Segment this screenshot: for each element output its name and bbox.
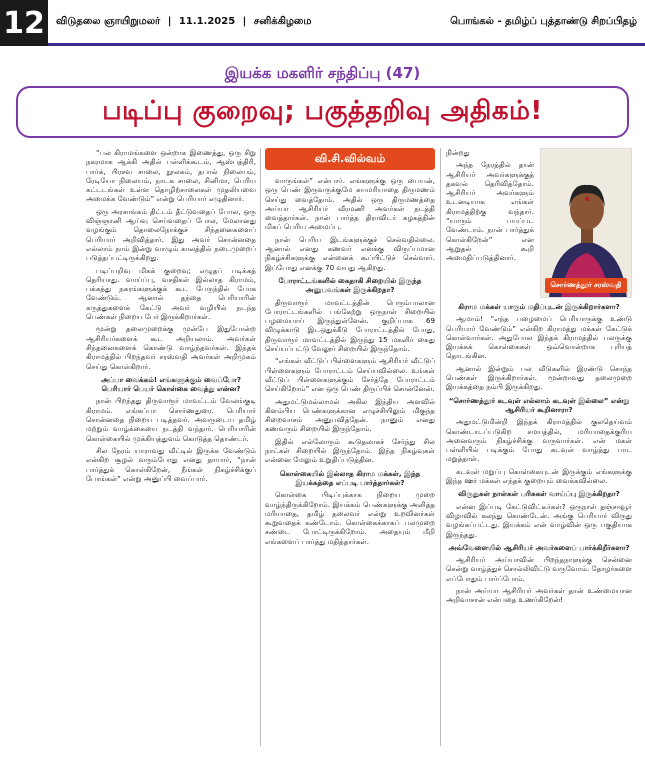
paragraph: ஆமாம்! “எந்த பழைமைப் பெரியாருக்கு உண்டு பெரியார் வேண்டும்” என்கிற கிராமத்து மக்கள் கேட்டுக் கொள்வார்கள். அதுபோல இந்தக் கிராமத்தில் பலருக்கு இயக்கக் கொள்கைகள் ஒவ்வொன்றாக புரியத் தொடங்கின. <box>446 314 632 361</box>
section-title: பொங்கல் - தமிழ்ப் புத்தாண்டு சிறப்பிதழ் <box>450 15 637 27</box>
paragraph: ஒரு அரசாங்கம் திட்டம் தீட்டுவதைப் போல, ஒரு விஞ்ஞானி ஆய்வு செய்வதைப் போல, மேலானது வழங்கும் தொலைநோக்குச் சிந்தனைகளைப் பெரியார் அறிவித்தார். இது அவர் சொன்னதை எல்லாம் நாம் இன்று வாழும் காலத்தில் நடைமுறைப் படுத்தப்பட்டிருக்கிறது. <box>86 206 256 263</box>
header-bar <box>48 0 645 46</box>
page-header <box>0 0 645 46</box>
paragraph: வாருங்கள்” என்பார். எங்களுக்கு ஒரு பையன், ஒரு பெண் இருவருக்குமே சுயமரியாதை திருமணம் செய்து வைத்தோம். அதில் ஒரு திருமணத்தை அய்யா ஆசிரியர் வீரமணி அவர்கள் நடத்தி வைத்தார்கள். நான் பார்த்த திராவிடர் கழகத்தின் மிகப் பெரிய அமைப்பு. <box>265 176 435 232</box>
article-column-3 <box>446 148 632 748</box>
paragraph: நான் பெரிய இடங்களுக்குச் செல்வதில்லை. ஆனால் எனது கணவர் எனக்கு விருப்பமான நிகழ்ச்சிகளுக்கு என்னைக் கூப்பிட்டுச் செல்வார். இப்போது எனக்கு 70 வயது ஆகிறது. <box>265 234 435 272</box>
article-column-2 <box>265 148 435 748</box>
paragraph: “எங்கள் வீட்டுப் பிள்ளைகளும் ஆசிரியர் வீட்டுப் பிள்ளைகளும் போராட்டம் செய்யவில்லை. உங்கள் வீட்டுப் பிள்ளைகளுக்கும் சேர்த்தே போராட்டம் செய்கிறோம்” என ஒரு பெண் திருப்பிச் சொன்னேன். <box>265 356 435 394</box>
paragraph: மூன்று தலைமுறைக்கு முன்பே இதுபோன்ற ஆசிரியர்களைக் கூட அறியலாம். அவர்கள் சிந்தனைகளைக் கொண்டு வாழ்ந்தவர்கள். இந்தக் கிராமத்தில் பிறந்தவர் சரஸ்வதி அவர்கள் அறிமுகம் செய்து கொள்கிறார். <box>86 324 256 371</box>
paragraph: இதில் எல்லோரும் கூடுதலாகச் சேர்ந்து சில நாட்கள் சிறையில் இருந்தோம். இந்த நிகழ்வுகள் என்னை மேலும் உறுதிப்படுத்தின. <box>265 436 435 465</box>
publication-name: விடுதலை ஞாயிறுமலர் <box>56 15 161 27</box>
paragraph: திருவாரூர் மாவட்டத்தின் பெரும்பாலான போராட்டங்களில் பங்கேற்று ஒருநாள் சிறையில் பழமையாய் இருந்துள்ளேன். குறிப்பாக 69 விழுக்காடு இடஒதுக்கீடு போராட்டத்தில் போது, திருவாரூர் மாவட்டத்தில் இருந்து 15 மகளிர் கைது செய்யப்பட்டு வேலூர் சிறையில் இருந்தோம். <box>265 297 435 354</box>
photo-caption: சொர்ணத்தூர் சரஸ்வதி <box>545 278 627 293</box>
column-3-top <box>446 148 632 298</box>
question-heading: “சொர்ணத்தூர் கடவுள் எல்லாம் கடவுள் இல்லை” என்று ஆசிரியர் கூறினாரா? <box>448 395 630 414</box>
paragraph: “பல கிராமங்களை ஒன்றாக இணைத்து, ஒரு சிறு நகரமாக ஆக்கி அதில் பள்ளிக்கூடம், ஆஸ்பத்திரி, பார்க், பிரசவ சாலை, நூலகம், தபால் நிலையம், ரேடியோ நிலையம், நாடக சாலை, சினிமா, பெரிய கட்டடங்கள் உள்ள தொழிற்சாலைகள் முதலியவை அமைக்க வேண்டும்” என்று பெரியார் எழுதினார். <box>86 148 256 204</box>
paragraph: நான் பிறந்தது திருவாரூர் மாவட்டம் வேலங்குடி கிராமம். எங்கப்பா சொர்ணதுரை. பெரியார் சொன்னதை நிறைய படித்தவர். அவருடைய தமிழ் மற்றும் வாழ்க்கையை நடத்தி வந்தார். பெரியாரின் கொள்கையில் முக்கியத்துவம் கொடுத்த தொண்டர். <box>86 396 256 443</box>
paragraph: சில நேரம் யாராவது வீட்டில் இருக்க வேண்டும் என்கிற சூழல் வரும்போது எனது தாயார், “நான் பார்த்துக் கொள்கிறேன், நீங்கள் நிகழ்ச்சிக்குப் போங்கள்” என்று அனுப்பி வைப்பார். <box>86 445 256 483</box>
question-heading: கொள்கையில் இல்லாத கிராம மக்கள், இந்த இயக்கத்தை எப்படி பார்த்தார்கள்? <box>279 468 421 487</box>
paragraph: கடவுள் மறுப்பு கொள்கையுடன் இருக்கும் எங்களுக்கு இந்த ஊர் மக்கள் எந்தக் குறையும் வைக்கவில்லை. <box>446 466 632 486</box>
portrait-illustration <box>541 149 632 298</box>
series-kicker: இயக்க மகளிர் சந்திப்பு (47) <box>224 64 421 82</box>
article-headline: படிப்பு குறைவு; பகுத்தறிவு அதிகம்! <box>16 86 629 138</box>
paragraph: என்ன இப்படி கேட்டுவிட்டீர்கள்? ஒருநாள் தஞ்சாவூர் விழாவில் கலந்து கொண்டேன். அங்கு பெரியார் விருது வழங்கப்பட்டது. இயக்கம் என் வாழ்வின் ஒரு பகுதியாக இருந்தது. <box>446 501 632 539</box>
paragraph: அதுமட்டுமல்லாமல் அகில இந்திய அளவில் கிளம்பிய பெண்களுக்கான எழுச்சியிலும் மிகுந்த சிறைவாசம் அனுபவித்தேன். நானும் எனது கணவரும் சிறையில் இருந்தோம். <box>265 396 435 434</box>
paragraph: அந்த நேரத்தில் தான் ஆசிரியர் அவர்களுக்குத் தகவல் தெரிவித்தோம். ஆசிரியர் அவர்களும் உடனடியாக எங்கள் கிராமத்திற்கு வந்தார். “யாரும் பயப்பட வேண்டாம். நான் பார்த்துக் கொள்கிறேன்” என ஆறுதல் கூறி அமைதிப்படுத்தினார். <box>446 160 534 263</box>
page-number: 12 <box>0 0 48 46</box>
column-divider <box>440 148 441 746</box>
paragraph: ஆசிரியர் அய்யாவின் பிறந்தநாளுக்கு சென்னை சென்று வாழ்த்துச் சொல்லிவிட்டு வருவோம். தோழர்களை எப்போதும் பார்ப்போம். <box>446 555 632 583</box>
issue-date: 11.1.2025 <box>178 15 236 27</box>
question-heading: போராட்டங்களில் கைதாகி சிறையில் இருந்த அனுபவங்கள் இருக்கிறதா? <box>278 275 422 295</box>
article-column-1 <box>86 148 256 748</box>
question-heading: கிராம மக்கள் யாரும் மதிப்புடன் இருக்கிறார்களா? <box>458 302 620 311</box>
question-heading: அப்பா வைக்கம்! எங்களுக்கும் வைப்போ? பெரியார் பெயர் கொள்கை வைத்து என்ன? <box>101 374 241 394</box>
paragraph: அதுமட்டுமின்றி இந்தக் கிராமத்தில் குலதெய்வம் கொண்டாடப்படுகிற சமயத்தில், மரியாதைக்குரிய அனைவரும் நிகழ்ச்சிக்கு வருவார்கள். என் மகள் பள்ளியில் படிக்கும் போது கடவுள் வாழ்த்து பாட மறுத்தாள். <box>446 417 632 464</box>
paragraph: ஆனால் இன்றும் பல வீடுகளில் இரண்டு சொந்த பெண்கள் இருக்கிறார்கள். மூன்றாவது தலைமுறை இயக்கத்தை நம்பி இருக்கிறது. <box>446 363 632 392</box>
paragraph: கொள்கை பிடிப்புக்காக நிறைய முறை வாழ்ந்திருக்கிறோம். இயக்கம் பெண்களுக்கு அளித்த மரியாதை, தமிழ் தலைவர் என்று உறவினர்கள் கூறுவதைக் கண்டோம். கொள்கைக்காகப் பலமுறை சண்டை போட்டிருக்கிறோம். அதையும் மீறி எங்களைப் பார்த்து மதித்தார்கள். <box>265 490 435 546</box>
question-heading: அவ்வேளையில் ஆசிரியர் அவர்களைப் பார்க்கிறீர்களா? <box>448 542 630 552</box>
paragraph: படிப்பறிவு மிகக் குறைவு; எழுதப் படிக்கத் தெரியாது. வாய்ப்பு, வசதிகள் இல்லாத கிராமம், பக்கத்து நகரங்களுக்குக் கூட பேருந்தில் போக வேண்டும். ஆனால் தந்தை பெரியாரின் கருத்துகளைக் கேட்டு அவர் வழியில் நடந்த பெண்கள் நிறைய பேர் இருக்கிறார்கள். <box>86 265 256 322</box>
column-divider <box>260 148 261 746</box>
paragraph: நான் அய்யா ஆசிரியர் அவர்கள் தான் உண்மையான அறிவாசான் என்பதை உணர்கிறேன்! <box>446 586 632 605</box>
question-heading: விருதுகள் நாள்கள் பரிசுகள் வாய்ப்பு இருக்கிறதா? <box>458 489 620 499</box>
paragraph: நின்றது <box>446 148 470 157</box>
portrait-photo <box>540 148 632 298</box>
author-byline: வி.சி.வில்வம் <box>265 148 435 170</box>
issue-day: சனிக்கிழமை <box>253 15 312 27</box>
header-left: விடுதலை ஞாயிறுமலர் | 11.1.2025 | சனிக்கிழமை <box>56 15 312 27</box>
